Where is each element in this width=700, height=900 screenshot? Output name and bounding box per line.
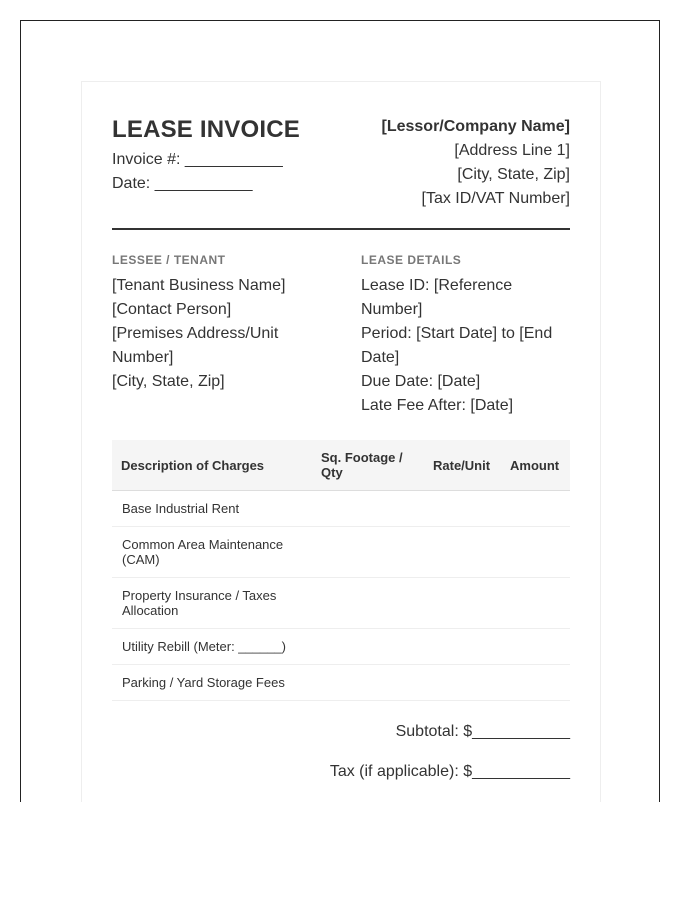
tenant-contact-person: [Contact Person] — [112, 301, 232, 318]
lessor-city-state-zip: [City, State, Zip] — [457, 166, 570, 183]
lessee-block — [112, 253, 322, 394]
charge-rate — [424, 527, 501, 578]
lease-id-cont: Number] — [361, 301, 423, 318]
table-row — [112, 629, 570, 665]
invoice-title: LEASE INVOICE — [112, 116, 300, 143]
lease-period-cont: Date] — [361, 349, 400, 366]
charge-rate — [424, 629, 501, 665]
parties-section — [112, 230, 570, 440]
totals-section — [112, 719, 570, 799]
lease-details-label: LEASE DETAILS — [361, 253, 462, 267]
tenant-city-state-zip: [City, State, Zip] — [112, 373, 225, 390]
tenant-premises-address-cont: Number] — [112, 349, 174, 366]
charge-rate — [424, 578, 501, 629]
invoice-date: Date: ___________ — [112, 175, 253, 192]
charge-amount — [501, 665, 570, 701]
lease-due-date: Due Date: [Date] — [361, 373, 481, 390]
col-header-amount: Amount — [501, 440, 570, 491]
lease-id: Lease ID: [Reference — [361, 277, 513, 294]
lessor-tax-id: [Tax ID/VAT Number] — [421, 190, 570, 207]
lessor-block — [382, 115, 571, 211]
tenant-business-name: [Tenant Business Name] — [112, 277, 286, 294]
charge-amount — [501, 578, 570, 629]
charge-amount — [501, 629, 570, 665]
charge-amount — [501, 527, 570, 578]
lease-late-fee: Late Fee After: [Date] — [361, 397, 514, 414]
table-row — [112, 527, 570, 578]
charge-rate — [424, 665, 501, 701]
lessee-label: LESSEE / TENANT — [112, 253, 226, 267]
charge-qty — [312, 629, 424, 665]
charge-rate — [424, 491, 501, 527]
lessor-address: [Address Line 1] — [454, 142, 570, 159]
invoice-content — [112, 112, 570, 799]
charge-qty — [312, 665, 424, 701]
charge-amount — [501, 491, 570, 527]
charge-qty — [312, 527, 424, 578]
charge-description: Parking / Yard Storage Fees — [112, 665, 312, 701]
tenant-premises-address: [Premises Address/Unit — [112, 325, 279, 342]
subtotal-line: Subtotal: $___________ — [395, 723, 570, 740]
table-row — [112, 665, 570, 701]
charge-qty — [312, 578, 424, 629]
charge-description: Base Industrial Rent — [112, 491, 312, 527]
invoice-number: Invoice #: ___________ — [112, 151, 283, 168]
col-header-qty: Sq. Footage / Qty — [312, 440, 424, 491]
table-row — [112, 578, 570, 629]
invoice-header — [112, 112, 570, 230]
table-header-row — [112, 440, 570, 491]
lease-details-block — [361, 253, 571, 418]
tax-line: Tax (if applicable): $___________ — [329, 763, 570, 780]
charge-qty — [312, 491, 424, 527]
col-header-rate: Rate/Unit — [424, 440, 501, 491]
charges-table — [112, 440, 570, 701]
lessor-name: [Lessor/Company Name] — [381, 118, 570, 135]
table-row — [112, 491, 570, 527]
charge-description: Property Insurance / Taxes Allocation — [112, 578, 312, 629]
col-header-description: Description of Charges — [112, 440, 312, 491]
lease-period: Period: [Start Date] to [End — [361, 325, 553, 342]
charge-description: Common Area Maintenance (CAM) — [112, 527, 312, 578]
charge-description: Utility Rebill (Meter: ______) — [112, 629, 312, 665]
